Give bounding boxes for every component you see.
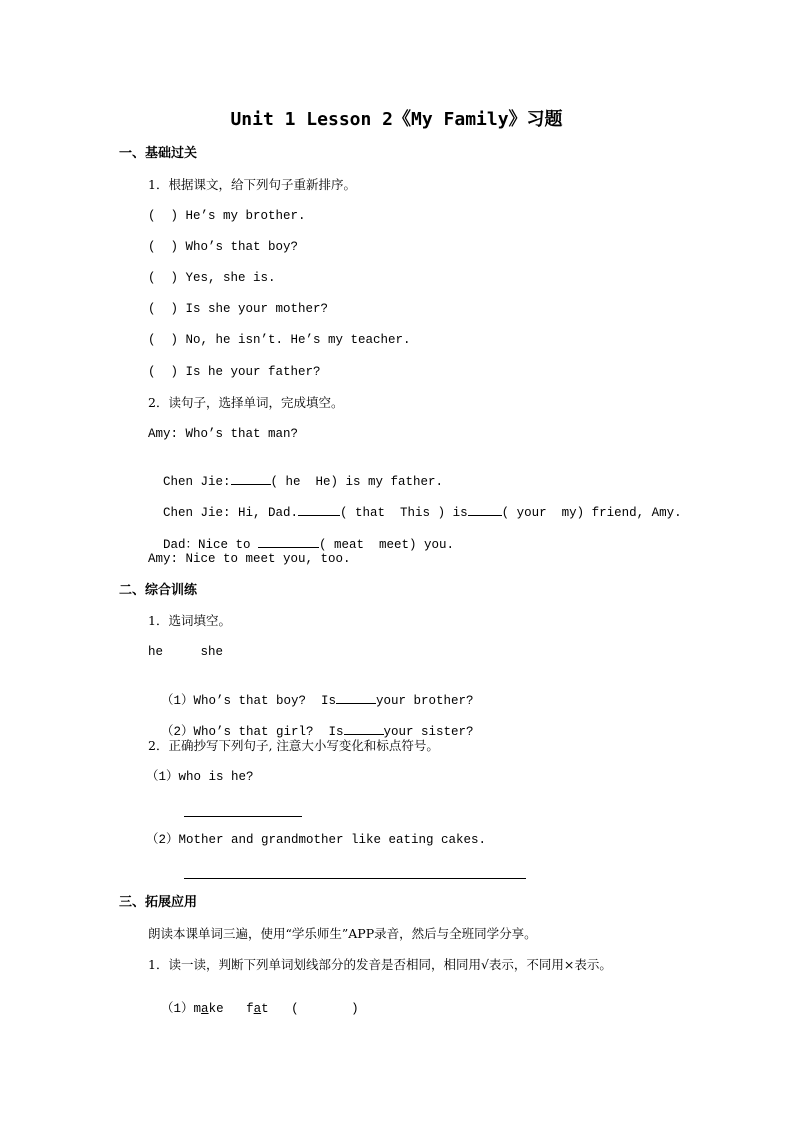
dialogue-line-5: Amy: Nice to meet you, too.: [148, 552, 351, 566]
dialogue-line-4: [148, 522, 454, 551]
word-fat: fat: [246, 1001, 269, 1016]
section3-q1-title: 1．读一读，判断下列单词划线部分的发音是否相同，相同用√表示，不同用×表示。: [148, 957, 612, 972]
dialogue-line-3: [148, 490, 682, 519]
section1-q1-title: 1．根据课文，给下列句子重新排序。: [148, 177, 356, 192]
fill-blank-3[interactable]: [468, 503, 502, 516]
answer-line-1[interactable]: [184, 816, 302, 817]
fill-blank-2[interactable]: [298, 503, 340, 516]
order-item-5: ( ) No, he isn’t. He’s my teacher.: [148, 333, 411, 347]
section2-heading: 二、综合训练: [119, 583, 198, 598]
order-item-6: ( ) Is he your father?: [148, 365, 321, 379]
dialogue-line-2-rest: ( he He) is my father.: [270, 474, 444, 489]
choice-item-2: [146, 709, 474, 738]
dialogue-line-3-part1: Chen Jie: Hi, Dad.: [163, 505, 299, 520]
order-item-2: ( ) Who’s that boy?: [148, 240, 299, 254]
phonics-item-1: [146, 990, 359, 1015]
section2-q1-title: 1．选词填空。: [148, 613, 231, 628]
fill-blank-1[interactable]: [231, 472, 271, 485]
copy-item-1: （1）who is he?: [146, 770, 254, 784]
section3-heading: 三、拓展应用: [119, 895, 198, 910]
fill-blank-5[interactable]: [336, 691, 376, 704]
word-make: make: [193, 1001, 224, 1016]
answer-line-2[interactable]: [184, 878, 526, 879]
phonics-item-1-prefix: （1）: [161, 1001, 194, 1016]
dialogue-line-1: Amy: Who’s that man?: [148, 427, 299, 441]
dialogue-line-3-part3: ( your my) friend, Amy.: [501, 505, 682, 520]
fill-blank-4[interactable]: [258, 535, 319, 548]
order-item-4: ( ) Is she your mother?: [148, 302, 329, 316]
choice-item-1-question: （1）Who’s that boy? Is: [161, 693, 337, 708]
section1-heading: 一、基础过关: [119, 146, 198, 161]
dialogue-line-2-speaker: Chen Jie:: [163, 474, 231, 489]
copy-item-2: （2）Mother and grandmother like eating cakes.: [146, 833, 487, 847]
dialogue-line-4-part2: ( meat meet) you.: [319, 537, 455, 552]
section1-q2-title: 2．读句子，选择单词，完成填空。: [148, 395, 344, 410]
choice-item-2-rest: your sister?: [383, 724, 474, 739]
section3-intro: 朗读本课单词三遍，使用“学乐师生”APP录音，然后与全班同学分享。: [148, 926, 537, 941]
fill-blank-6[interactable]: [344, 722, 384, 735]
section2-q2-title: 2．正确抄写下列句子, 注意大小写变化和标点符号。: [148, 738, 439, 753]
choice-item-1-rest: your brother?: [376, 693, 474, 708]
dialogue-line-2: [148, 459, 443, 488]
choice-item-2-question: （2）Who’s that girl? Is: [161, 724, 344, 739]
order-item-3: ( ) Yes, she is.: [148, 271, 276, 285]
dialogue-line-3-part2: ( that This ) is: [340, 505, 468, 520]
word-choices: he she: [148, 645, 224, 659]
answer-parentheses[interactable]: ( ): [291, 1001, 359, 1016]
choice-item-1: [146, 678, 474, 707]
order-item-1: ( ) He’s my brother.: [148, 209, 306, 223]
page-title: Unit 1 Lesson 2《My Family》习题: [230, 109, 563, 130]
dialogue-line-4-part1: Dad：Nice to: [163, 537, 259, 552]
